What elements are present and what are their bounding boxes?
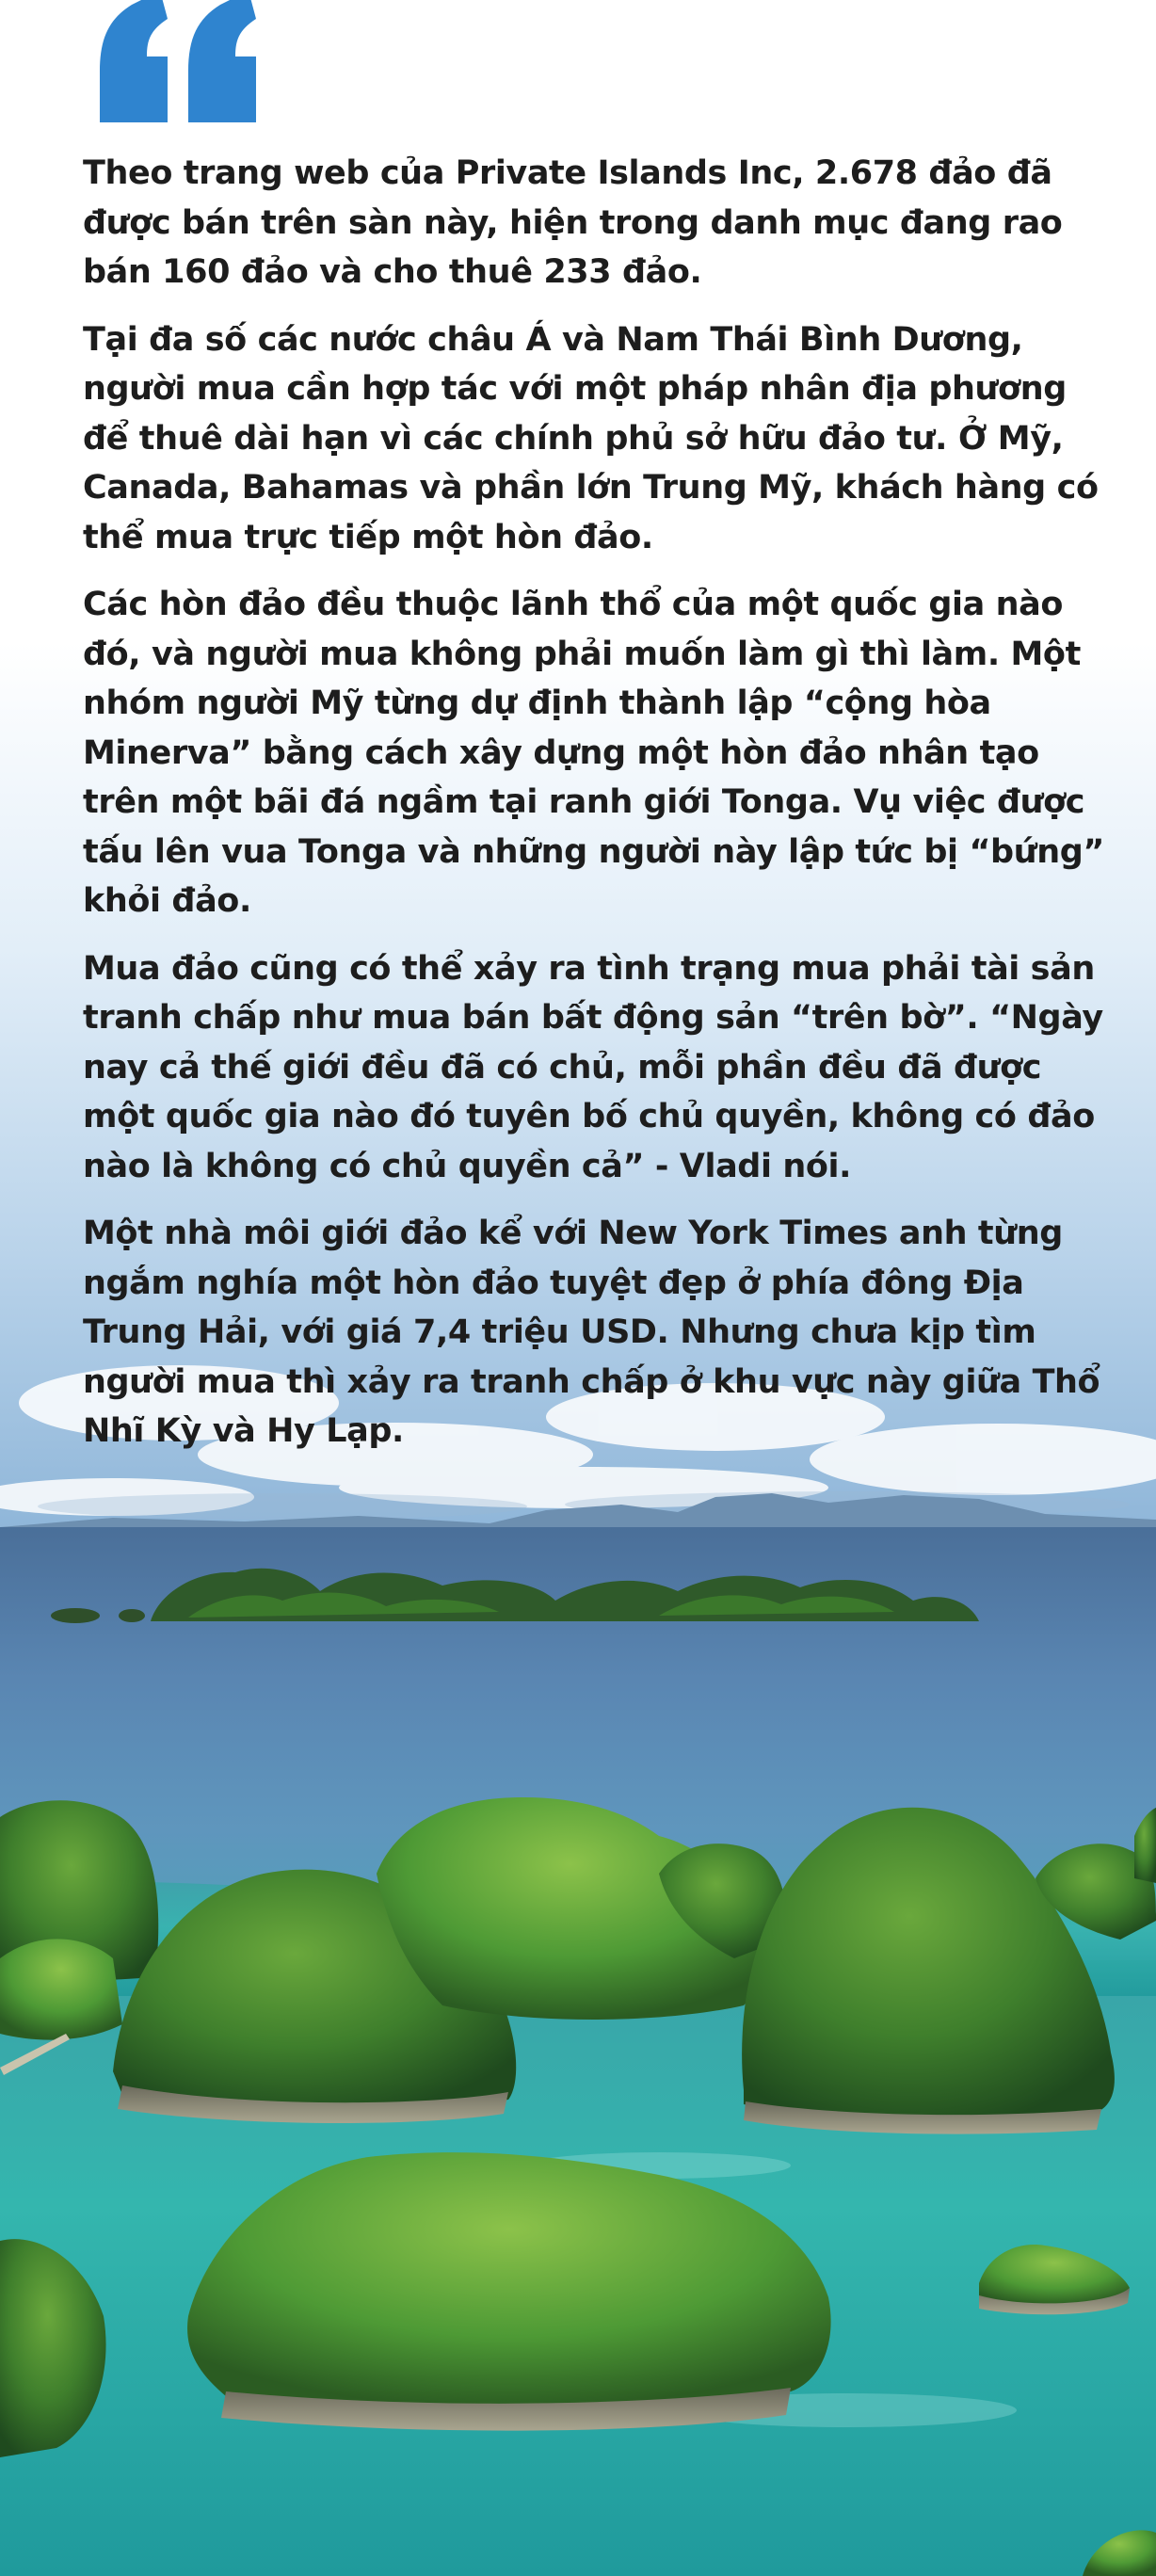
paragraph-ownership-rules: Tại đa số các nước châu Á và Nam Thái Bình Dương, người mua cần hợp tác với một pháp nhân địa phương để thuê dài hạn vì các chính phủ sở hữu đảo tư. Ở Mỹ, Canada, Bahamas và phần lớn Trung Mỹ, khách hàng có thể mua trực tiếp một hòn đảo. <box>83 320 1099 556</box>
paragraph-private-islands-stats: Theo trang web của Private Islands Inc, 2.678 đảo đã được bán trên sàn này, hiện trong danh mục đang rao bán 160 đảo và cho thuê 233 đảo. <box>83 154 1063 291</box>
paragraph-mediterranean-dispute: Một nhà môi giới đảo kể với New York Times anh từng ngắm nghía một hòn đảo tuyệt đẹp ở phía đông Địa Trung Hải, với giá 7,4 triệu USD. Nhưng chưa kịp tìm người mua thì xảy ra tranh chấp ở khu vực này giữa Thổ Nhĩ Kỳ và Hy Lạp. <box>83 1215 1100 1450</box>
paragraph-disputed-property: Mua đảo cũng có thể xảy ra tình trạng mua phải tài sản tranh chấp như mua bán bất động sản “trên bờ”. “Ngày nay cả thế giới đều đã có chủ, mỗi phần đều đã được một quốc gia nào đó tuyên bố chủ quyền, không có đảo nào là không có chủ quyền cả” - Vladi nói. <box>83 949 1103 1185</box>
article-body <box>83 149 1109 1474</box>
paragraph-minerva-republic: Các hòn đảo đều thuộc lãnh thổ của một quốc gia nào đó, và người mua không phải muốn làm gì thì làm. Một nhóm người Mỹ từng dự định thành lập “cộng hòa Minerva” bằng cách xây dựng một hòn đảo nhân tạo trên một bãi đá ngầm tại ranh giới Tonga. Vụ việc được tấu lên vua Tonga và những người này lập tức bị “bứng” khỏi đảo. <box>83 586 1104 920</box>
opening-quotation-mark-icon <box>94 0 264 122</box>
